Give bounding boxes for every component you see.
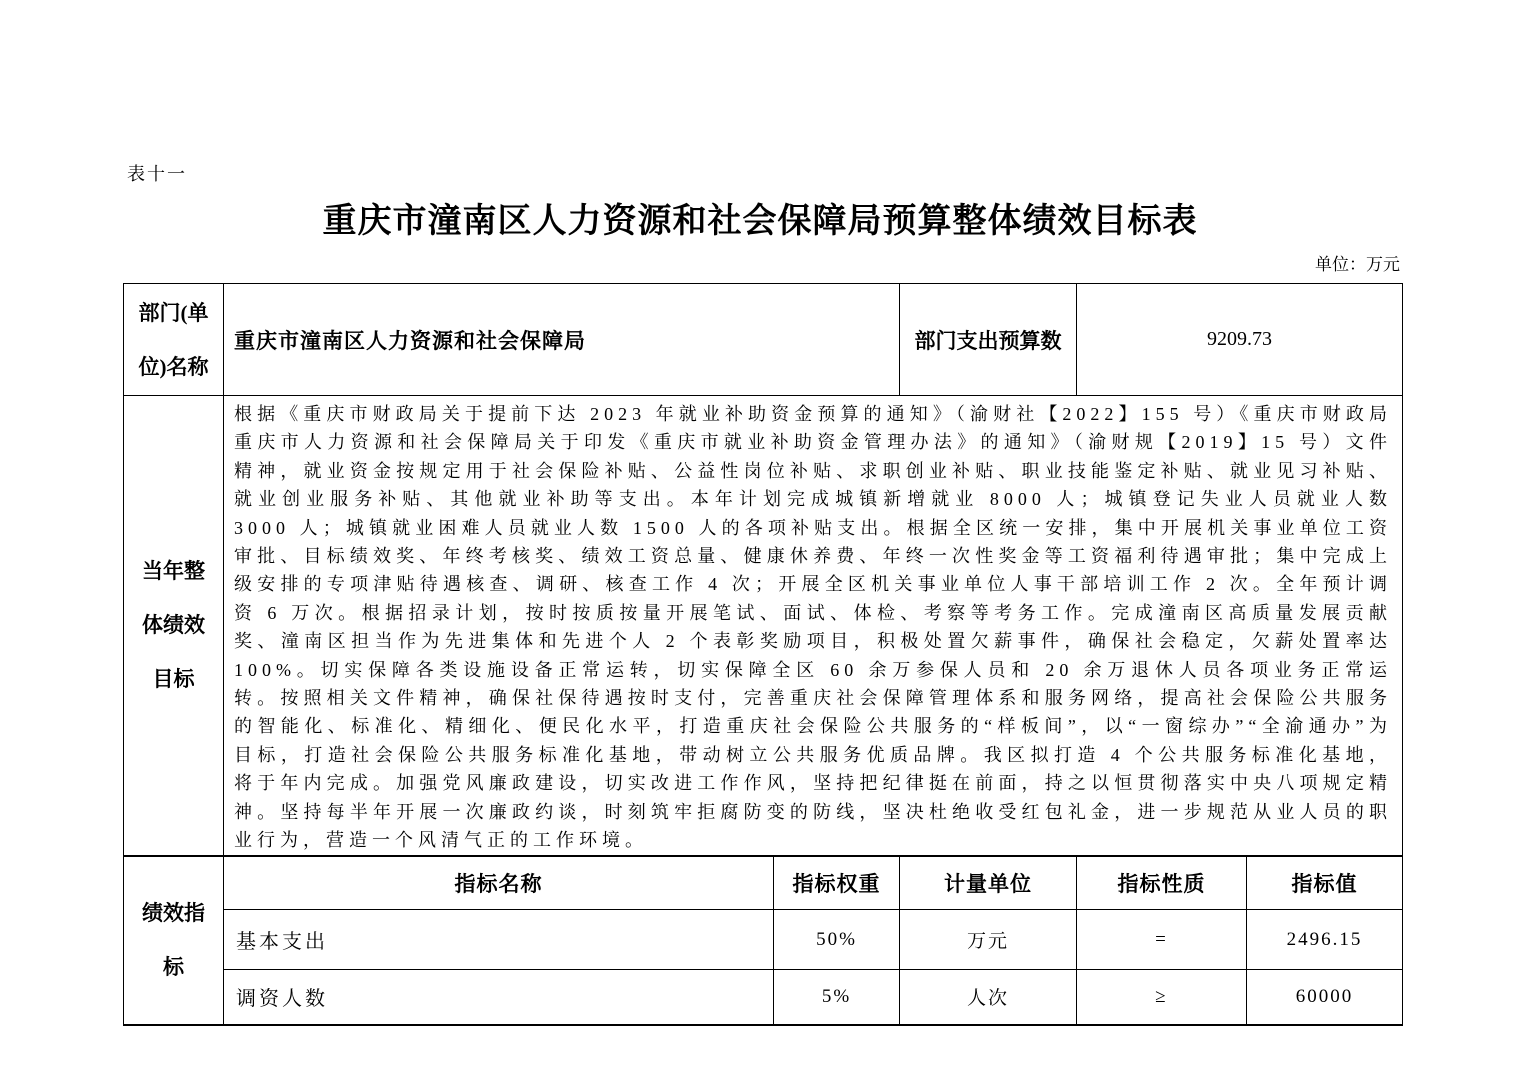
indicator-row-salary-adjustment [124, 970, 1403, 1025]
budget-value: 9209.73 [1077, 284, 1403, 396]
annual-goal-text-cell [224, 396, 1403, 856]
indicator-nature: = [1077, 910, 1247, 970]
indicator-value: 60000 [1247, 970, 1403, 1025]
indicators-label-line2: 标 [163, 955, 184, 979]
indicators-label-line1: 绩效指 [142, 901, 205, 925]
header-indicator-weight: 指标权重 [774, 856, 900, 910]
annual-goal-row [124, 396, 1403, 856]
annual-goal-text: 根据《重庆市财政局关于提前下达 2023 年就业补助资金预算的通知》（渝财社【2022】155 号）《重庆市财政局重庆市人力资源和社会保障局关于印发《重庆市就业补助资金管理办法》的通知》（渝财规【2019】15 号）文件精神，就业资金按规定用于社会保险补贴、公益性岗位补贴、求职创业补贴、职业技能鉴定补贴、就业见习补贴、就业创业服务补贴、其他就业补助等支出。本年计划完成城镇新增就业 8000 人；城镇登记失业人员就业人数 3000 人；城镇就业困难人员就业人数 1500 人的各项补贴支出。根据全区统一安排，集中开展机关事业单位工资审批、目标绩效奖、年终考核奖、绩效工资总量、健康休养费、年终一次性奖金等工资福利待遇审批；集中完成上级安排的专项津贴待遇核查、调研、核查工作 4 次；开展全区机关事业单位人事干部培训工作 2 次。全年预计调资 6 万次。根据招录计划，按时按质按量开展笔试、面试、体检、考察等考务工作。完成潼南区高质量发展贡献奖、潼南区担当作为先进集体和先进个人 2 个表彰奖励项目，积极处置欠薪事件，确保社会稳定，欠薪处置率达 100%。切实保障各类设施设备正常运转，切实保障全区 60 余万参保人员和 20 余万退休人员各项业务正常运转。按照相关文件精神，确保社保待遇按时支付，完善重庆社会保障管理体系和服务网络，提高社会保险公共服务的智能化、标准化、精细化、便民化水平，打造重庆社会保险公共服务的“样板间”，以“一窗综办”“全渝通办”为目标，打造社会保险公共服务标准化基地，带动树立公共服务优质品牌。我区拟打造 4 个公共服务标准化基地，将于年内完成。加强党风廉政建设，切实改进工作作风，坚持把纪律挺在前面，持之以恒贯彻落实中央八项规定精神。坚持每半年开展一次廉政约谈，时刻筑牢拒腐防变的防线，坚决杜绝收受红包礼金，进一步规范从业人员的职业行为，营造一个风清气正的工作环境。 [234, 404, 1392, 851]
department-info-row [124, 284, 1403, 396]
header-indicator-nature: 指标性质 [1077, 856, 1247, 910]
page-title: 重庆市潼南区人力资源和社会保障局预算整体绩效目标表 [322, 203, 1198, 240]
table-number-label: 表十一 [127, 164, 187, 184]
unit-note: 单位：万元 [1315, 255, 1400, 274]
indicator-nature: ≥ [1077, 970, 1247, 1025]
dept-name-value: 重庆市潼南区人力资源和社会保障局 [224, 284, 900, 396]
indicator-name: 基本支出 [224, 910, 774, 970]
indicator-unit: 万元 [900, 910, 1077, 970]
indicator-weight: 5% [774, 970, 900, 1025]
annual-goal-label-line2: 体绩效 [142, 613, 205, 638]
indicator-row-basic-expenditure [124, 910, 1403, 970]
indicator-name: 调资人数 [224, 970, 774, 1025]
indicator-weight: 50% [774, 910, 900, 970]
header-indicator-name: 指标名称 [224, 856, 774, 910]
indicator-unit: 人次 [900, 970, 1077, 1025]
indicators-label-cell [124, 856, 224, 1025]
annual-goal-label-line1: 当年整 [142, 559, 205, 584]
budget-label: 部门支出预算数 [900, 284, 1077, 396]
annual-goal-label-cell [124, 396, 224, 856]
header-measure-unit: 计量单位 [900, 856, 1077, 910]
dept-name-label-line1: 部门(单 [138, 300, 209, 325]
dept-name-label-line2: 位)名称 [138, 354, 209, 379]
annual-goal-label-line3: 目标 [152, 667, 195, 692]
dept-name-label-cell [124, 284, 224, 396]
header-indicator-value: 指标值 [1247, 856, 1403, 910]
indicators-header-row [124, 856, 1403, 910]
performance-target-table [123, 283, 1403, 1026]
indicator-value: 2496.15 [1247, 910, 1403, 970]
